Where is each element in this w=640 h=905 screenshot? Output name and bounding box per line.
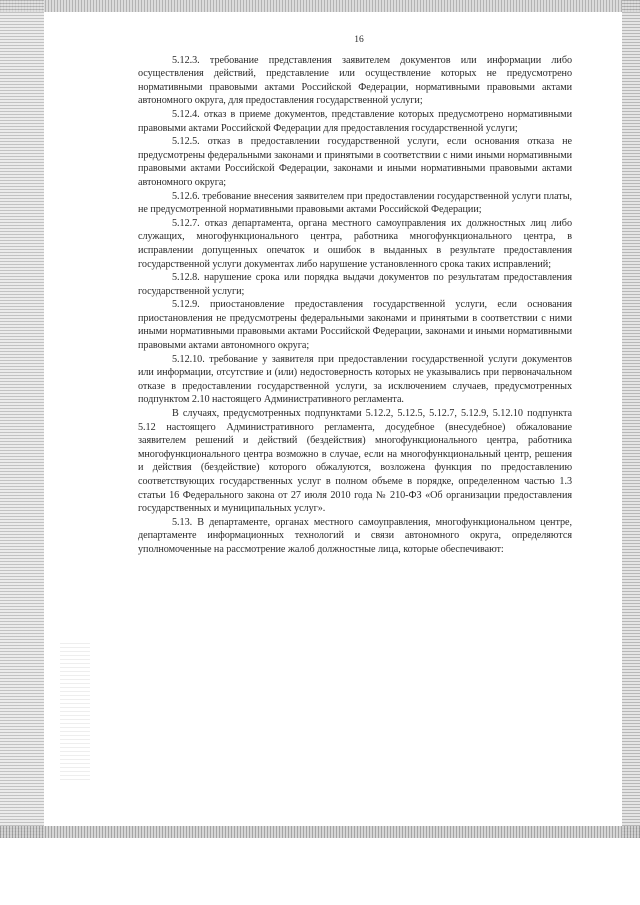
scan-border-bottom xyxy=(0,826,640,838)
paragraph-5-12-7: 5.12.7. отказ департамента, органа местного самоуправления их должностных лиц либо служащих, многофункционального центра, работника многофункционального центра, в исправлении допущенных опечаток и ошибок в выданных в результате предоставления государственной услуги документах либо нарушение установленного срока таких исправлений; xyxy=(138,217,572,270)
scan-noise xyxy=(60,640,90,780)
paragraph-5-12-4: 5.12.4. отказ в приеме документов, представление которых предусмотрено нормативными правовыми актами Российской Федерации для предоставления государственной услуги; xyxy=(138,108,572,134)
paragraph-5-12-3: 5.12.3. требование представления заявителем документов или информации либо осуществления действий, представление или осуществление которых не предусмотрено нормативными правовыми актами Российской Федерации, нормативными правовыми актами автономного округа, для предоставления государственной услуги; xyxy=(138,54,572,107)
paragraph-5-12-6: 5.12.6. требование внесения заявителем при предоставлении государственной услуги платы, не предусмотренной нормативными правовыми актами Российской Федерации; xyxy=(138,190,572,216)
paragraph-5-12-9: 5.12.9. приостановление предоставления государственной услуги, если основания приостановления не предусмотрены федеральными законами и принятыми в соответствии с ними иными нормативными правовыми актами Российской Федерации, законами и иными нормативными правовыми актами автономного округа; xyxy=(138,299,572,352)
scan-border-left xyxy=(0,0,44,838)
paragraph-5-13: 5.13. В департаменте, органах местного самоуправления, многофункциональном центре, департаменте информационных технологий и связи автономного округа, определяются уполномоченные на рассмотрение жалоб должностные лица, которые обеспечивают: xyxy=(138,516,572,555)
scan-border-right xyxy=(622,0,640,838)
scan-border-top xyxy=(0,0,640,12)
paragraph-5-12-8: 5.12.8. нарушение срока или порядка выдачи документов по результатам предоставления государственной услуги; xyxy=(138,272,572,297)
document-body xyxy=(138,34,572,557)
scan-bottom-margin xyxy=(0,838,640,905)
paragraph-5-12-10: 5.12.10. требование у заявителя при предоставлении государственной услуги документов или информации, отсутствие и (или) недостоверность которых не указывались при первоначальном отказе в предоставлении государственной услуги, за исключением случаев, предусмотренных подпунктом 2.10 настоящего Административного регламента. xyxy=(138,353,572,406)
paragraph-cases: В случаях, предусмотренных подпунктами 5.12.2, 5.12.5, 5.12.7, 5.12.9, 5.12.10 подпункта 5.12 настоящего Административного регламента, досудебное (внесудебное) обжалование заявителем решений и действий (бездействия) многофункционального центра, работника многофункционального центра возможно в случае, если на многофункциональный центр, решения и действия (бездействие) которого обжалуются, возложена функция по предоставлению соответствующих государственных услуг в полном объеме в порядке, определенном частью 1.3 статьи 16 Федерального закона от 27 июля 2010 года № 210-ФЗ «Об организации предоставления государственных и муниципальных услуг». xyxy=(138,408,572,515)
page-number: 16 xyxy=(354,35,364,45)
paragraph-5-12-5: 5.12.5. отказ в предоставлении государственной услуги, если основания отказа не предусмотрены федеральными законами и принятыми в соответствии с ними иными нормативными правовыми актами Российской Федерации, законами и иными нормативными правовыми актами автономного округа; xyxy=(138,136,572,188)
